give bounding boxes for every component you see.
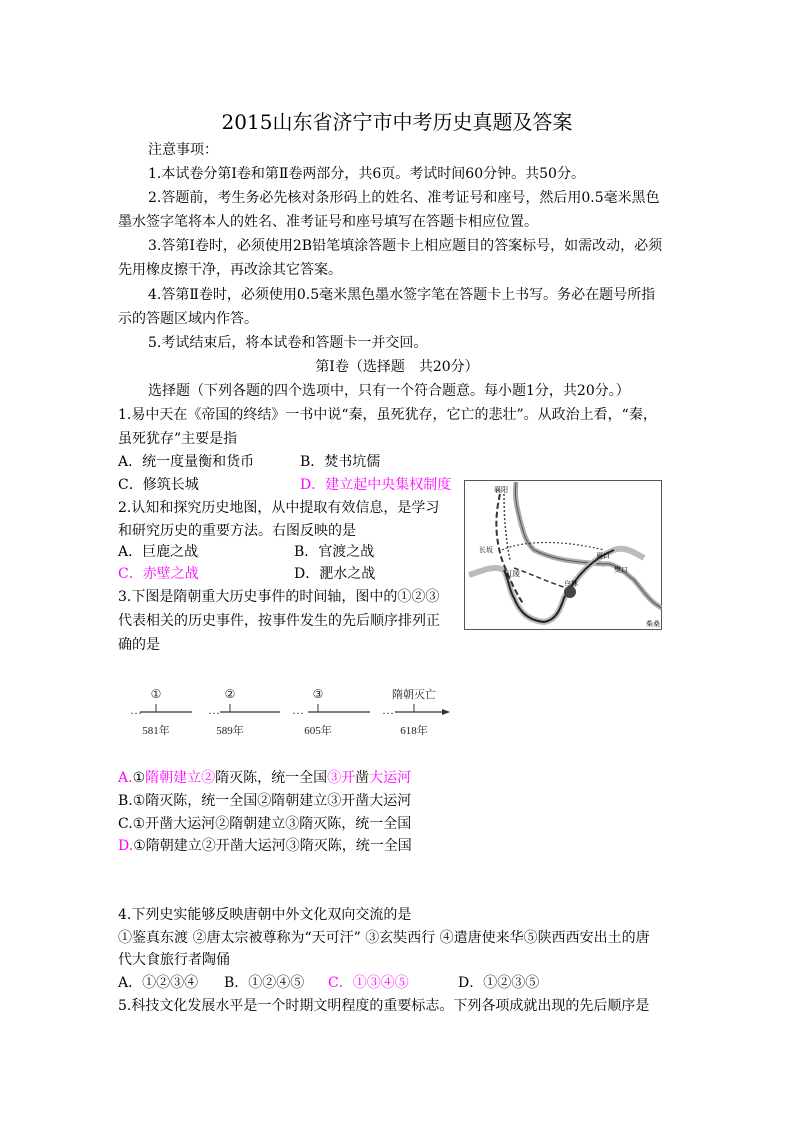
notice-3: 3.答第Ⅰ卷时，必须使用2B铅笔填涂答题卡上相应题目的答案标号，如需改动，必须	[148, 238, 663, 254]
timeline-year-4: 618年	[400, 725, 428, 737]
q4-stem: 4.下列史实能够反映唐朝中外文化双向交流的是	[118, 907, 412, 923]
q1-option-a: A．统一度量衡和货币	[118, 454, 255, 470]
q2-stem-cont: 和研究历史的重要方法。右图反映的是	[118, 523, 356, 539]
q4-option-b: B．①②④⑤	[224, 975, 305, 991]
notice-1: 1.本试卷分第Ⅰ卷和第Ⅱ卷两部分，共6页。考试时间60分钟。共50分。	[148, 166, 585, 182]
option-text: 大运河	[369, 770, 412, 786]
q4-items: ①鉴真东渡 ②唐太宗被尊称为“天可汗” ③玄奘西行 ④遣唐使来华⑤陕西西安出土的唐	[118, 930, 650, 946]
timeline-ellipsis: …	[382, 703, 394, 717]
q5-stem: 5.科技文化发展水平是一个时期文明程度的重要标志。下列各项成就出现的先后顺序是	[118, 998, 650, 1014]
q2-option-b: B．官渡之战	[294, 544, 375, 560]
timeline-year-3: 605年	[304, 725, 332, 737]
q2-stem: 2.认知和探究历史地图，从中提取有效信息，是学习	[118, 500, 440, 516]
sui-timeline	[130, 682, 452, 744]
page-title: 2015山东省济宁市中考历史真题及答案	[221, 110, 573, 134]
notice-4-cont: 示的答题区域内作答。	[118, 311, 258, 327]
option-text: 隋灭陈，统一全国	[215, 770, 328, 786]
notice-heading: 注意事项：	[148, 142, 218, 158]
notice-4: 4.答第Ⅱ卷时，必须使用0.5毫米黑色墨水签字笔在答题卡上书写。务必在题号所指	[148, 287, 656, 303]
q1-stem-cont: 虽死犹存”主要是指	[118, 431, 238, 447]
svg-text:乌林: 乌林	[564, 580, 578, 588]
svg-text:江陵: 江陵	[506, 570, 520, 578]
q3-stem-end: 确的是	[118, 637, 160, 653]
svg-text:柴桑: 柴桑	[646, 620, 660, 628]
option-text: 隋朝建立②	[145, 770, 216, 786]
q3-option-b: B.①隋灭陈，统一全国②隋朝建立③开凿大运河	[118, 793, 412, 809]
option-text: ①	[132, 770, 146, 786]
notice-3-cont: 先用橡皮擦干净，再改涂其它答案。	[118, 262, 342, 278]
timeline-ellipsis: …	[292, 703, 304, 717]
timeline-mark-3: ③	[312, 687, 324, 701]
q1-option-d-answer: D．建立起中央集权制度	[300, 477, 452, 493]
q1-option-b: B．焚书坑儒	[300, 454, 381, 470]
q3-stem: 3.下图是隋朝重大历史事件的时间轴，图中的①②③	[118, 589, 440, 605]
option-letter: A.	[118, 770, 133, 786]
svg-text:樊口: 樊口	[614, 566, 628, 574]
q4-option-d: D．①②③⑤	[458, 975, 540, 991]
svg-text:长坂: 长坂	[479, 546, 493, 554]
section-instruction: 选择题（下列各题的四个选项中，只有一个符合题意。每小题1分，共20分。）	[148, 383, 630, 399]
option-text: 凿	[355, 770, 370, 786]
q2-option-c-answer: C．赤壁之战	[118, 566, 199, 582]
timeline-mark-4: 隋朝灭亡	[392, 689, 436, 701]
option-letter: D.	[118, 838, 134, 854]
timeline-year-2: 589年	[216, 725, 244, 737]
option-text: ①隋朝建立②开凿大运河③隋灭陈，统一全国	[133, 838, 412, 854]
timeline-mark-1: ①	[150, 687, 162, 701]
section-title: 第Ⅰ卷（选择题 共20分）	[315, 359, 479, 375]
q4-items-cont: 代大食旅行者陶俑	[118, 952, 230, 968]
q2-option-d: D．淝水之战	[294, 566, 376, 582]
q3-stem-cont: 代表相关的历史事件，按事件发生的先后顺序排列正	[118, 613, 440, 629]
battle-map-image	[464, 480, 662, 630]
q3-option-a-answer	[118, 769, 411, 787]
svg-text:襄阳: 襄阳	[494, 486, 508, 494]
notice-2-cont: 墨水签字笔将本人的姓名、准考证号和座号填写在答题卡相应位置。	[118, 214, 538, 230]
timeline-ellipsis: …	[130, 703, 142, 717]
q3-option-c: C.①开凿大运河②隋朝建立③隋灭陈，统一全国	[118, 816, 412, 832]
svg-text:夏口: 夏口	[596, 552, 610, 560]
q2-option-a: A．巨鹿之战	[118, 544, 199, 560]
q3-option-d	[118, 837, 412, 855]
q1-stem: 1.易中天在《帝国的终结》一书中说“秦，虽死犹存，它亡的悲壮”。从政治上看，“秦，	[118, 407, 657, 423]
notice-2: 2.答题前，考生务必先核对条形码上的姓名、准考证号和座号，然后用0.5毫米黑色	[148, 190, 660, 206]
timeline-ellipsis: …	[208, 703, 220, 717]
timeline-year-1: 581年	[142, 725, 170, 737]
timeline-mark-2: ②	[224, 687, 236, 701]
option-text: ③开	[327, 770, 356, 786]
notice-5: 5.考试结束后，将本试卷和答题卡一并交回。	[148, 335, 428, 351]
q4-option-c-answer: C．①③④⑤	[328, 975, 409, 991]
q1-option-c: C．修筑长城	[118, 477, 199, 493]
q4-option-a: A．①②③④	[118, 975, 199, 991]
